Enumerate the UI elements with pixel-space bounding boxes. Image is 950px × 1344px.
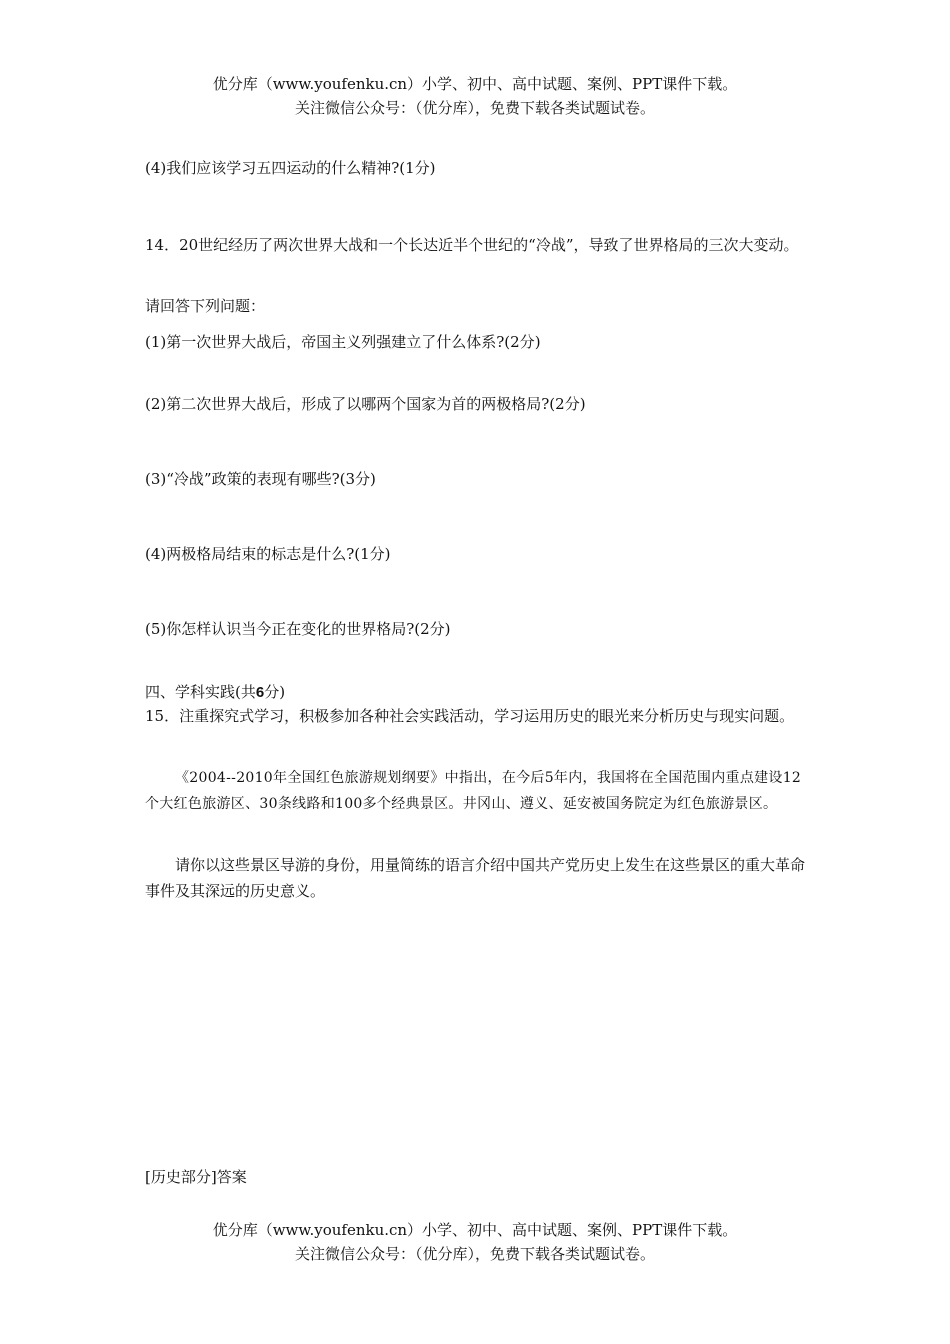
footer-line-1: 优分库（www.youfenku.cn）小学、初中、高中试题、案例、PPT课件下载。 bbox=[212, 1221, 738, 1239]
question-14-part-1: (1)第一次世界大战后，帝国主义列强建立了什么体系?(2分) bbox=[145, 333, 541, 351]
question-14-part-2: (2)第二次世界大战后，形成了以哪两个国家为首的两极格局?(2分) bbox=[145, 395, 586, 413]
footer-line-2: 关注微信公众号：（优分库），免费下载各类试题试卷。 bbox=[294, 1245, 655, 1263]
question-14-part-5: (5)你怎样认识当今正在变化的世界格局?(2分) bbox=[145, 620, 451, 638]
section-4-title-suffix: 分) bbox=[264, 683, 286, 701]
section-4-title-score: 6 bbox=[255, 684, 265, 701]
question-14-part-4: (4)两极格局结束的标志是什么?(1分) bbox=[145, 545, 391, 563]
section-4-title-prefix: 四、学科实践(共 bbox=[145, 683, 256, 701]
header-line-2: 关注微信公众号：（优分库），免费下载各类试题试卷。 bbox=[294, 99, 655, 117]
page-header bbox=[0, 72, 950, 120]
page-footer bbox=[0, 1218, 950, 1266]
section-4-title bbox=[145, 679, 285, 706]
question-15-stem: 15．注重探究式学习，积极参加各种社会实践活动，学习运用历史的眼光来分析历史与现实问题。 bbox=[145, 707, 795, 725]
question-15-material: 《2004--2010年全国红色旅游规划纲要》中指出，在今后5年内，我国将在全国范围内重点建设12个大红色旅游区、30条线路和100多个经典景区。井冈山、遵义、延安被国务院定为红色旅游景区。 bbox=[145, 770, 802, 812]
question-14-prompt: 请回答下列问题： bbox=[145, 297, 266, 315]
question-13-part-4: (4)我们应该学习五四运动的什么精神?(1分) bbox=[145, 159, 436, 177]
question-14-part-3: (3)“冷战”政策的表现有哪些?(3分) bbox=[145, 470, 376, 488]
header-line-1: 优分库（www.youfenku.cn）小学、初中、高中试题、案例、PPT课件下载。 bbox=[212, 75, 738, 93]
question-15-task: 请你以这些景区导游的身份，用量简练的语言介绍中国共产党历史上发生在这些景区的重大革命事件及其深远的历史意义。 bbox=[145, 856, 806, 900]
question-14-stem: 14．20世纪经历了两次世界大战和一个长达近半个世纪的“冷战”，导致了世界格局的三次大变动。 bbox=[145, 236, 799, 254]
answer-heading: [历史部分]答案 bbox=[145, 1168, 247, 1186]
